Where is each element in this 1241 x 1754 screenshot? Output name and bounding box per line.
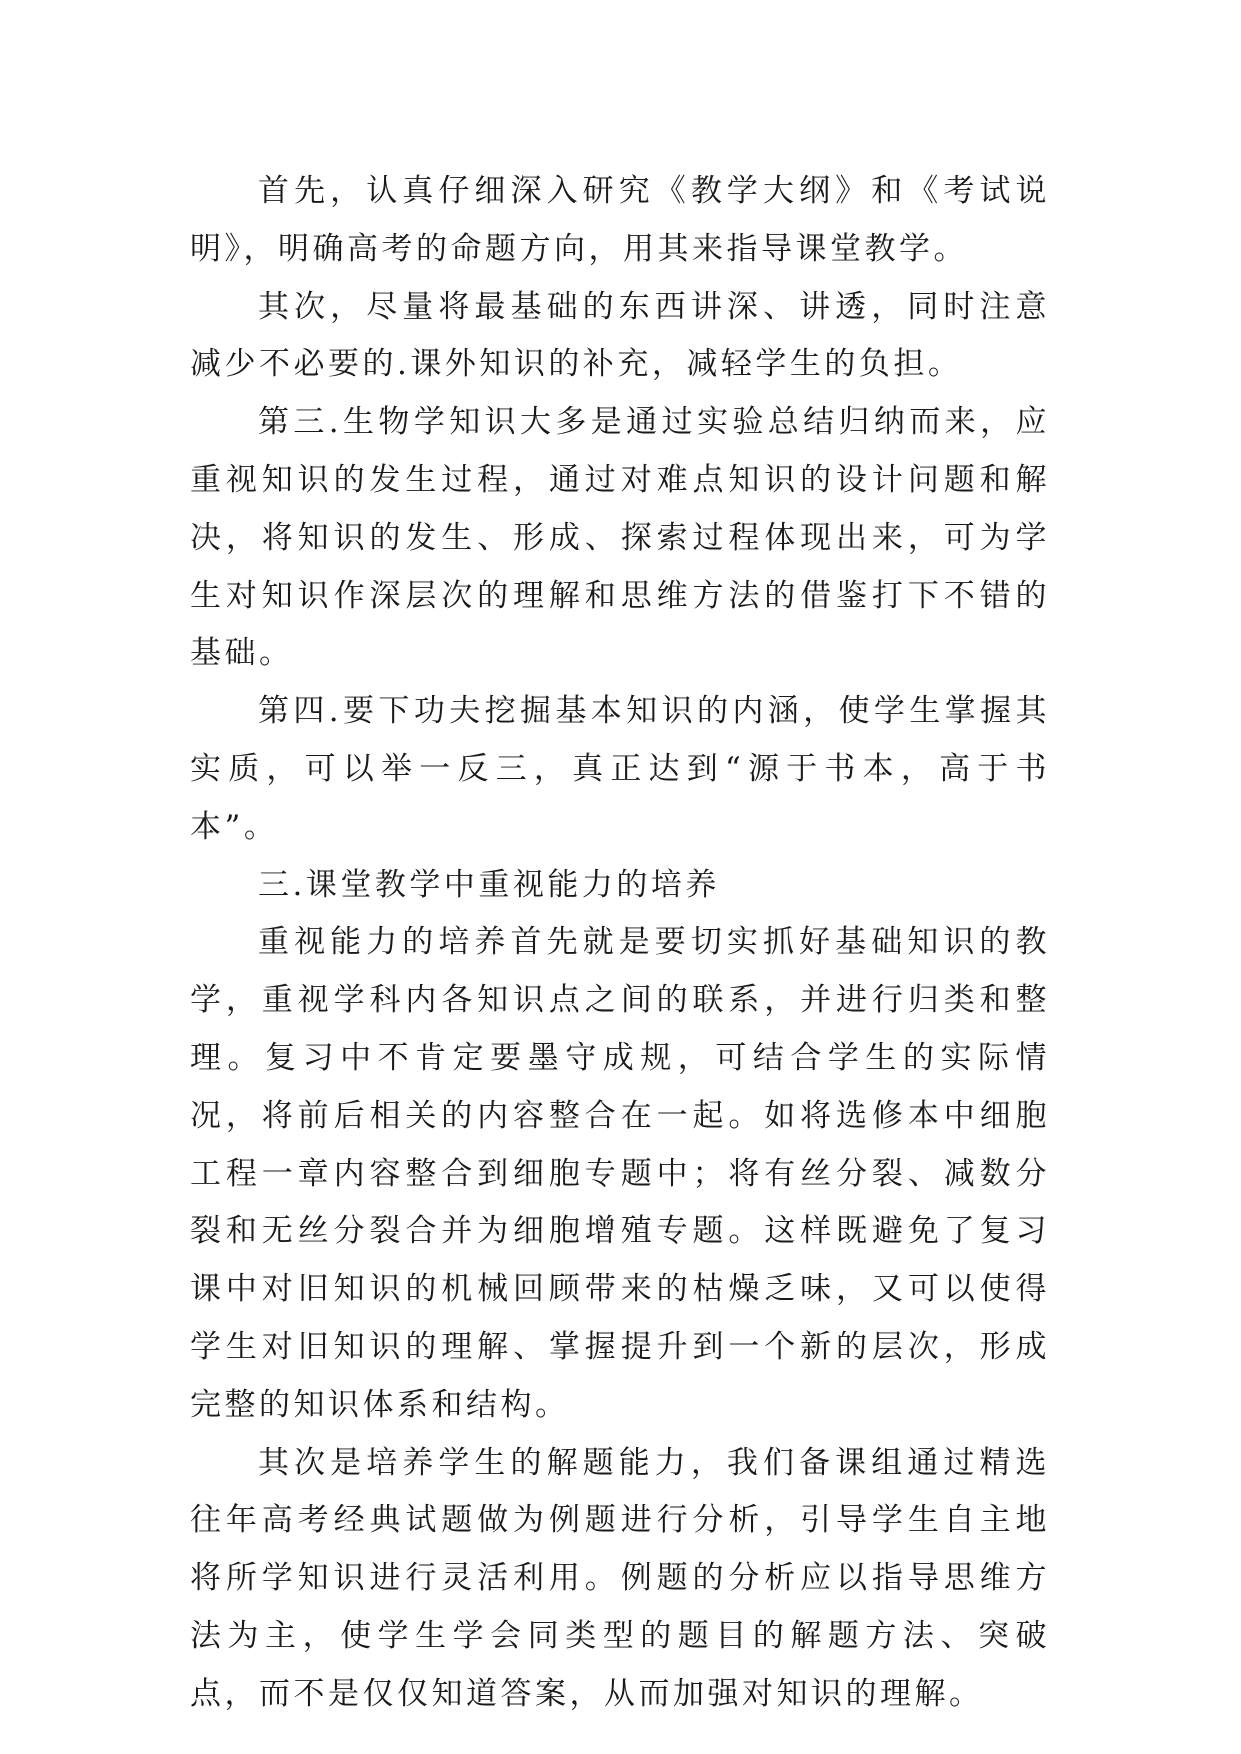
section-heading: 三.课堂教学中重视能力的培养 [258, 866, 720, 903]
paragraph-problem-solving: 其次是培养学生的解题能力，我们备课组通过精选往年高考经典试题做为例题进行分析，引导学生自主地将所学知识进行灵活利用。例题的分析应以指导思维方法为主，使学生学会同类型的题目的解题方法、突破点，而不是仅仅知道答案，从而加强对知识的理解。 [190, 1444, 1050, 1712]
paragraph-first-point: 首先，认真仔细深入研究《教学大纲》和《考试说明》，明确高考的命题方向，用其来指导课堂教学。 [190, 173, 1050, 267]
paragraph-third-point: 第三.生物学知识大多是通过实验总结归纳而来，应重视知识的发生过程，通过对难点知识的设计问题和解决，将知识的发生、形成、探索过程体现出来，可为学生对知识作深层次的理解和思维方法的借鉴打下不错的基础。 [190, 404, 1050, 672]
paragraph-second-point: 其次，尽量将最基础的东西讲深、讲透，同时注意减少不必要的.课外知识的补充，减轻学生的负担。 [190, 288, 1050, 383]
paragraph-fourth-point: 第四.要下功夫挖掘基本知识的内涵，使学生掌握其实质，可以举一反三，真正达到“源于书本，高于书本”。 [190, 693, 1050, 845]
paragraph-ability-training: 重视能力的培养首先就是要切实抓好基础知识的教学，重视学科内各知识点之间的联系，并进行归类和整理。复习中不肯定要墨守成规，可结合学生的实际情况，将前后相关的内容整合在一起。如将选修本中细胞工程一章内容整合到细胞专题中；将有丝分裂、减数分裂和无丝分裂合并为细胞增殖专题。这样既避免了复习课中对旧知识的机械回顾带来的枯燥乏味，又可以使得学生对旧知识的理解、掌握提升到一个新的层次，形成完整的知识体系和结构。 [190, 924, 1050, 1423]
document-body [190, 163, 1050, 1724]
